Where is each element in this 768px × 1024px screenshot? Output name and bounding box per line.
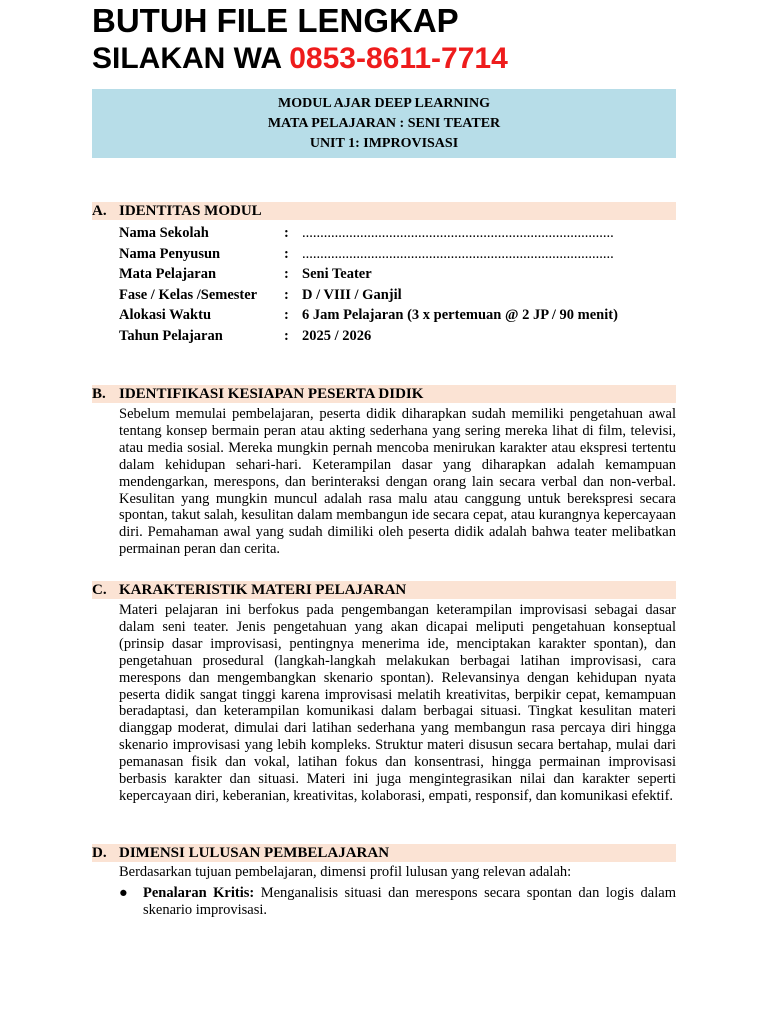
identity-row-author [119, 244, 679, 265]
section-a-letter: A. [92, 203, 107, 219]
identity-table [119, 223, 679, 346]
section-d-letter: D. [92, 845, 107, 861]
identity-row-subject [119, 264, 679, 285]
identity-value: D / VIII / Ganjil [302, 286, 402, 303]
identity-colon: : [284, 327, 289, 344]
identity-value: ...................................................................................... [302, 245, 614, 262]
bullet-dot-icon: ● [119, 885, 128, 901]
section-c-title: KARAKTERISTIK MATERI PELAJARAN [119, 582, 407, 598]
section-b-body: Sebelum memulai pembelajaran, peserta didik diharapkan sudah memiliki pengetahuan awal tentang konsep bermain peran atau akting sederhana yang sering mereka lihat di film, televisi, atau media sosial. Mereka mungkin pernah mencoba menirukan karakter atau ekspresi tertentu dalam kehidupan sehari-hari. Keterampilan dasar yang diharapkan adalah kemampuan mendengarkan, merespons, dan berinteraksi dengan orang lain secara verbal dan non-verbal. Kesulitan yang mungkin muncul adalah rasa malu atau canggung untuk berekspresi secara spontan, takut salah, kesulitan dalam membangun ide secara cepat, atau kurangnya kepercayaan diri. Pemahaman awal yang sudah dimiliki oleh peserta didik adalah bahwa teater melibatkan permainan peran dan cerita. [119, 406, 676, 558]
identity-label: Fase / Kelas /Semester [119, 286, 258, 303]
promo-prefix: SILAKAN WA [92, 42, 290, 75]
identity-row-phase [119, 285, 679, 306]
identity-label: Alokasi Waktu [119, 307, 212, 323]
section-a-title: IDENTITAS MODUL [119, 203, 262, 219]
identity-value: 2025 / 2026 [302, 327, 372, 344]
bullet-description: Menganalisis situasi dan merespons secara spontan dan logis dalam skenario improvisasi. [143, 885, 676, 918]
identity-colon: : [284, 286, 289, 303]
section-d-header [92, 844, 676, 862]
identity-colon: : [284, 307, 289, 323]
section-b-header [92, 385, 676, 403]
identity-colon: : [284, 245, 289, 262]
promo-phone: 0853-8611-7714 [289, 42, 508, 75]
module-title-line-2: MATA PELAJARAN : SENI TEATER [267, 116, 501, 131]
identity-label: Tahun Pelajaran [119, 327, 223, 344]
promo-line-2 [92, 40, 508, 78]
identity-row-year [119, 326, 679, 347]
promo-line-1: BUTUH FILE LENGKAP [92, 2, 459, 39]
section-c-body: Materi pelajaran ini berfokus pada pengembangan keterampilan improvisasi sebagai dasar dalam seni teater. Jenis pengetahuan yang akan dicapai meliputi pengetahuan konseptual (prinsip dasar improvisasi, pentingnya menerima ide, menciptakan karakter spontan), dan pengetahuan prosedural (langkah-langkah melakukan berbagai latihan improvisasi, cara merespons dan mengembangkan skenario spontan). Relevansinya dengan kehidupan nyata peserta didik sangat tinggi karena improvisasi melatih kreativitas, berpikir cepat, kemampuan beradaptasi, dan keterampilan komunikasi dalam berbagai situasi. Tingkat kesulitan materi dianggap moderat, dimulai dari latihan sederhana yang membangun rasa percaya diri hingga skenario improvisasi yang lebih kompleks. Struktur materi disusun secara bertahap, mulai dari pemanasan fisik dan vokal, latihan fokus dan konsentrasi, hingga permainan improvisasi berbasis karakter dan situasi. Materi ini juga mengintegrasikan nilai dan karakter seperti kepercayaan diri, keberanian, kreativitas, kolaborasi, empati, responsif, dan komunikasi efektif. [119, 602, 676, 804]
section-c-letter: C. [92, 582, 107, 598]
identity-colon: : [284, 225, 289, 241]
section-a-header [92, 202, 676, 220]
module-title-box [92, 89, 676, 158]
identity-row-time [119, 305, 679, 326]
identity-label: Nama Penyusun [119, 245, 221, 262]
bullet-term: Penalaran Kritis: [143, 885, 255, 901]
section-d-intro: Berdasarkan tujuan pembelajaran, dimensi profil lulusan yang relevan adalah: [119, 864, 572, 880]
bullet-text [143, 885, 676, 919]
module-title-line-1: MODUL AJAR DEEP LEARNING [278, 96, 490, 111]
identity-row-school [119, 223, 679, 244]
module-title-line-3: UNIT 1: IMPROVISASI [309, 136, 459, 151]
identity-label: Nama Sekolah [119, 225, 209, 241]
identity-value: Seni Teater [302, 266, 372, 282]
section-d-title: DIMENSI LULUSAN PEMBELAJARAN [119, 845, 390, 861]
section-b-title: IDENTIFIKASI KESIAPAN PESERTA DIDIK [119, 386, 424, 402]
list-item [119, 885, 676, 919]
section-b-letter: B. [92, 386, 106, 402]
identity-value: 6 Jam Pelajaran (3 x pertemuan @ 2 JP / 90 menit) [302, 307, 618, 323]
identity-value: ...................................................................................... [302, 225, 614, 241]
identity-label: Mata Pelajaran [119, 266, 217, 282]
section-c-header [92, 581, 676, 599]
identity-colon: : [284, 266, 289, 282]
